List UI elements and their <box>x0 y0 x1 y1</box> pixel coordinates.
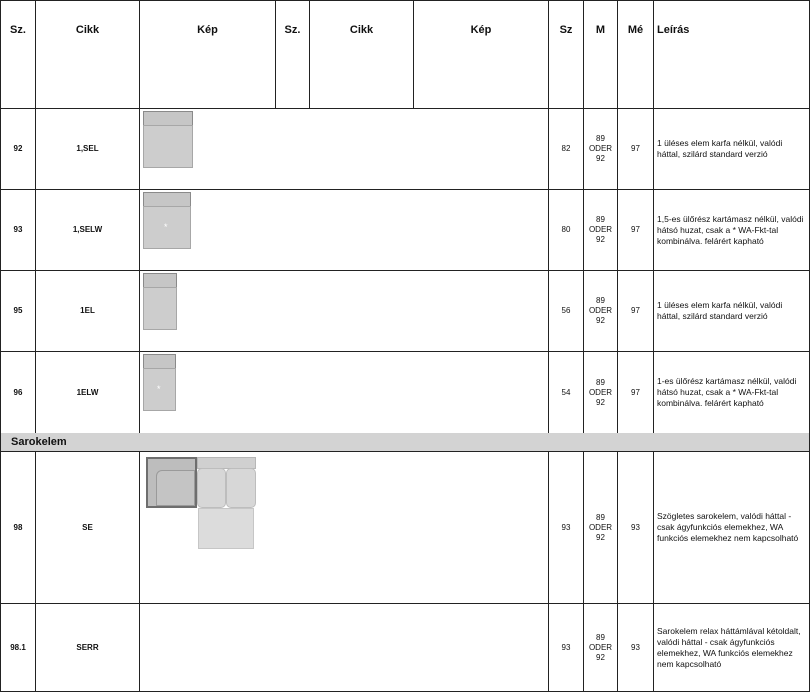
sofa-element-1elw-image <box>143 354 176 411</box>
table-row-image-cell <box>139 108 549 190</box>
table-row-cikk: SE <box>35 451 140 604</box>
table-row-szelesseg: 82 <box>548 108 584 190</box>
header-szelesseg: Sz <box>548 0 584 109</box>
magassag-oder: ODER <box>588 387 613 397</box>
table-row-leiras: 1 üléses elem karfa nélkül, valódi háttal, szilárd standard verzió <box>653 108 810 190</box>
table-row-szelesseg: 80 <box>548 189 584 271</box>
star-marker: * <box>164 222 168 232</box>
table-row-szelesseg: 54 <box>548 351 584 434</box>
star-marker: * <box>157 384 161 394</box>
corner-element-se-image <box>146 457 256 549</box>
table-row-melyseg: 97 <box>617 189 654 271</box>
magassag-oder: ODER <box>588 225 613 234</box>
table-row-cikk: 1,SELW <box>35 189 140 271</box>
sofa-element-1sel-image <box>143 111 193 168</box>
table-row-leiras: 1-es ülőrész kartámasz nélkül, valódi hátsó huzat, csak a * WA-Fkt-tal kombinálva. felárért kapható <box>653 351 810 434</box>
table-row-szelesseg: 93 <box>548 603 584 692</box>
table-row-melyseg: 93 <box>617 451 654 604</box>
magassag-value-1: 89 <box>596 632 605 642</box>
table-row-image-cell <box>139 603 549 692</box>
magassag-oder: ODER <box>588 522 613 532</box>
table-row-sz: 96 <box>0 351 36 434</box>
magassag-value-1: 89 <box>596 512 605 522</box>
header-sz: Sz. <box>0 0 36 109</box>
header-melyseg: Mé <box>617 0 654 109</box>
magassag-value-1: 89 <box>596 134 605 143</box>
section-header-sarokelem: Sarokelem <box>0 433 810 452</box>
table-row-leiras: 1 üléses elem karfa nélkül, valódi háttal, szilárd standard verzió <box>653 270 810 352</box>
table-row-melyseg: 97 <box>617 270 654 352</box>
magassag-value-2: 92 <box>596 154 605 163</box>
table-row-melyseg: 97 <box>617 351 654 434</box>
table-row-cikk: SERR <box>35 603 140 692</box>
table-row-melyseg: 93 <box>617 603 654 692</box>
magassag-oder: ODER <box>588 144 613 153</box>
table-row-cikk: 1ELW <box>35 351 140 434</box>
magassag-value-1: 89 <box>596 296 605 305</box>
magassag-value-2: 92 <box>596 397 605 407</box>
header-kep: Kép <box>139 0 276 109</box>
table-row-magassag <box>583 270 618 352</box>
table-row-image-cell <box>139 351 549 434</box>
header-sz-2: Sz. <box>275 0 310 109</box>
header-cikk: Cikk <box>35 0 140 109</box>
table-row-sz: 95 <box>0 270 36 352</box>
magassag-value-2: 92 <box>596 652 605 662</box>
magassag-oder: ODER <box>588 306 613 315</box>
table-row-melyseg: 97 <box>617 108 654 190</box>
table-row-magassag <box>583 351 618 434</box>
table-row-sz: 93 <box>0 189 36 271</box>
table-row-magassag <box>583 189 618 271</box>
table-row-image-cell <box>139 189 549 271</box>
magassag-value-2: 92 <box>596 235 605 244</box>
table-row-sz: 92 <box>0 108 36 190</box>
adjoining-seat-right-shape <box>226 468 256 508</box>
header-cikk-2: Cikk <box>309 0 414 109</box>
table-row-image-cell <box>139 270 549 352</box>
table-row-magassag <box>583 108 618 190</box>
magassag-value-2: 92 <box>596 532 605 542</box>
table-row-leiras: Sarokelem relax háttámlával kétoldalt, valódi háttal - csak ágyfunkciós elemekhez, WA funkciós elemekhez nem kapcsolható <box>653 603 810 692</box>
magassag-value-2: 92 <box>596 316 605 325</box>
sofa-element-1selw-image <box>143 192 191 249</box>
table-row-cikk: 1EL <box>35 270 140 352</box>
table-row-leiras: 1,5-es ülőrész kartámasz nélkül, valódi hátsó huzat, csak a * WA-Fkt-tal kombinálva. felárért kapható <box>653 189 810 271</box>
corner-inner-seat-shape <box>156 470 195 506</box>
magassag-value-1: 89 <box>596 377 605 387</box>
header-magassag: M <box>583 0 618 109</box>
header-kep-2: Kép <box>413 0 549 109</box>
table-row-leiras: Szögletes sarokelem, valódi háttal - csak ágyfunkciós elemekhez, WA funkciós elemekhez nem kapcsolható <box>653 451 810 604</box>
sofa-element-1el-image <box>143 273 177 330</box>
sofa-backrest-shape <box>143 111 193 126</box>
sofa-backrest-shape <box>143 273 177 288</box>
magassag-oder: ODER <box>588 642 613 652</box>
table-row-szelesseg: 56 <box>548 270 584 352</box>
table-row-sz: 98 <box>0 451 36 604</box>
sofa-backrest-shape <box>143 192 191 207</box>
magassag-value-1: 89 <box>596 215 605 224</box>
table-row-cikk: 1,SEL <box>35 108 140 190</box>
table-row-magassag <box>583 603 618 692</box>
table-row-sz: 98.1 <box>0 603 36 692</box>
sofa-seat-shape <box>143 125 193 168</box>
sofa-backrest-shape <box>143 354 176 369</box>
table-row-magassag <box>583 451 618 604</box>
header-leiras: Leírás <box>653 0 810 109</box>
adjoining-seat-left-shape <box>197 468 226 508</box>
table-row-szelesseg: 93 <box>548 451 584 604</box>
extension-shape <box>198 508 254 549</box>
sofa-seat-shape <box>143 287 177 330</box>
